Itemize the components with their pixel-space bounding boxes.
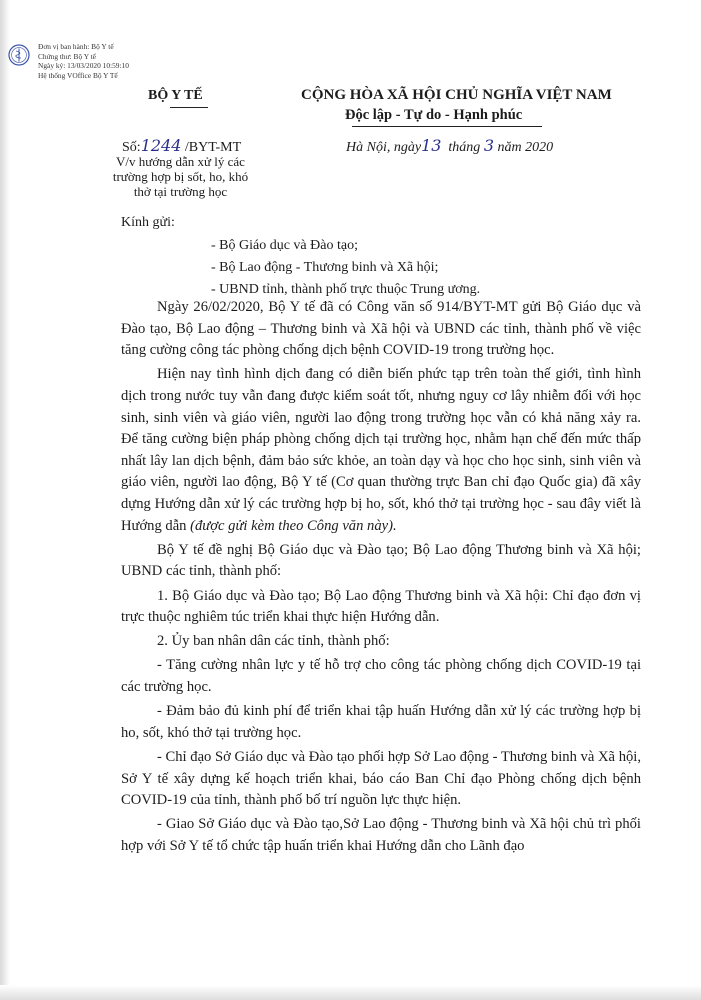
paragraph: Bộ Y tế đề nghị Bộ Giáo dục và Đào tạo; Bộ Lao động Thương binh và Xã hội; UBND các tỉnh, thành phố: bbox=[121, 541, 641, 580]
scan-shadow-bottom bbox=[0, 985, 701, 1000]
recipient-list bbox=[211, 235, 480, 301]
month-label: tháng bbox=[448, 140, 481, 155]
paragraph: Ngày 26/02/2020, Bộ Y tế đã có Công văn số 914/BYT-MT gửi Bộ Giáo dục và Đào tạo, Bộ Lao động – Thương binh và Xã hội và UBND các tỉnh, thành phố về việc tăng cường công tác phòng chống dịch bệnh COVID-19 trong trường học. bbox=[121, 299, 641, 359]
organization-name: BỘ Y TẾ bbox=[148, 88, 203, 103]
place-and-date bbox=[346, 136, 553, 156]
national-motto: Độc lập - Tự do - Hạnh phúc bbox=[345, 107, 523, 123]
paragraph: - Giao Sở Giáo dục và Đào tạo,Sở Lao động - Thương binh và Xã hội chủ trì phối hợp với Sở Y tế tổ chức tập huấn triển khai Hướng dẫn cho Lãnh đạo bbox=[121, 816, 641, 854]
paragraph bbox=[121, 364, 641, 537]
paragraph-italic-note: (được gửi kèm theo Công văn này). bbox=[190, 517, 397, 534]
document-number bbox=[122, 136, 241, 156]
recipient-item: - Bộ Giáo dục và Đào tạo; bbox=[211, 238, 358, 253]
handwritten-day: 13 bbox=[421, 136, 442, 155]
paragraph: - Tăng cường nhân lực y tế hỗ trợ cho công tác phòng chống dịch COVID-19 tại các trường học. bbox=[121, 657, 641, 696]
paragraph: - Chỉ đạo Sở Giáo dục và Đào tạo phối hợp Sở Lao động - Thương binh và Xã hội, Sở Y tế xây dựng kế hoạch triển khai, báo cáo Ban Chỉ đạo Phòng chống dịch bệnh COVID-19 của tỉnh, thành phố bố trí nguồn lực thực hiện. bbox=[121, 749, 641, 809]
document-number-suffix: /BYT-MT bbox=[184, 140, 242, 155]
signature-issuer: Đơn vị ban hành: Bộ Y tế bbox=[38, 42, 114, 51]
motto-underline bbox=[352, 126, 542, 127]
organization-underline bbox=[170, 107, 208, 108]
paragraph: 1. Bộ Giáo dục và Đào tạo; Bộ Lao động Thương binh và Xã hội: Chỉ đạo đơn vị trực thuộc nghiêm túc triển khai thực hiện Hướng dẫn. bbox=[121, 587, 641, 626]
digital-signature-block bbox=[38, 42, 129, 80]
paragraph-text: Hiện nay tình hình dịch đang có diễn biến phức tạp trên toàn thế giới, tình hình dịch trong nước tuy vẫn đang được kiểm soát tốt, nhưng nguy cơ lây nhiễm đối với học sinh, sinh viên và giáo viên, người lao động trong trường học vẫn có khả năng xảy ra. Để tăng cường biện pháp phòng chống dịch tại trường học, nhằm hạn chế đến mức thấp nhất lây lan dịch bệnh, đảm bảo sức khỏe, an toàn dạy và học cho học sinh, sinh viên và giáo viên, người lao động, Bộ Y tế (Cơ quan thường trực Ban chỉ đạo Quốc gia) đã xây dựng Hướng dẫn xử lý các trường hợp bị ho, sốt, khó thở tại trường học - sau đây viết là Hướng dẫn bbox=[121, 366, 641, 534]
ministry-of-health-logo-icon bbox=[8, 44, 30, 66]
paragraph: 2. Ủy ban nhân dân các tỉnh, thành phố: bbox=[157, 633, 390, 650]
paragraph: - Đảm bảo đủ kinh phí để triển khai tập huấn Hướng dẫn xử lý các trường hợp bị ho, sốt, khó thở tại trường học. bbox=[121, 703, 641, 741]
scan-shadow-left bbox=[0, 0, 10, 1000]
national-title: CỘNG HÒA XÃ HỘI CHỦ NGHĨA VIỆT NAM bbox=[301, 87, 612, 103]
document-body bbox=[121, 297, 641, 860]
signature-date: Ngày ký: 13/03/2020 10:59:10 bbox=[38, 61, 129, 71]
recipient-item: - Bộ Lao động - Thương binh và Xã hội; bbox=[211, 260, 439, 275]
handwritten-month: 3 bbox=[483, 136, 494, 155]
handwritten-number: 1244 bbox=[140, 136, 182, 155]
recipient-item: - UBND tỉnh, thành phố trực thuộc Trung ương. bbox=[211, 282, 481, 297]
signature-system: Hệ thống VOffice Bộ Y Tế bbox=[38, 70, 118, 80]
year-text: năm 2020 bbox=[497, 140, 554, 155]
signature-certificate: Chứng thư: Bộ Y tế bbox=[38, 51, 96, 61]
document-number-prefix: Số: bbox=[122, 140, 141, 155]
document-subject: V/v hướng dẫn xử lý các trường hợp bị sốt, ho, khó thở tại trường học bbox=[112, 154, 249, 199]
place-prefix: Hà Nội, ngày bbox=[346, 140, 422, 155]
greeting: Kính gửi: bbox=[121, 215, 175, 230]
